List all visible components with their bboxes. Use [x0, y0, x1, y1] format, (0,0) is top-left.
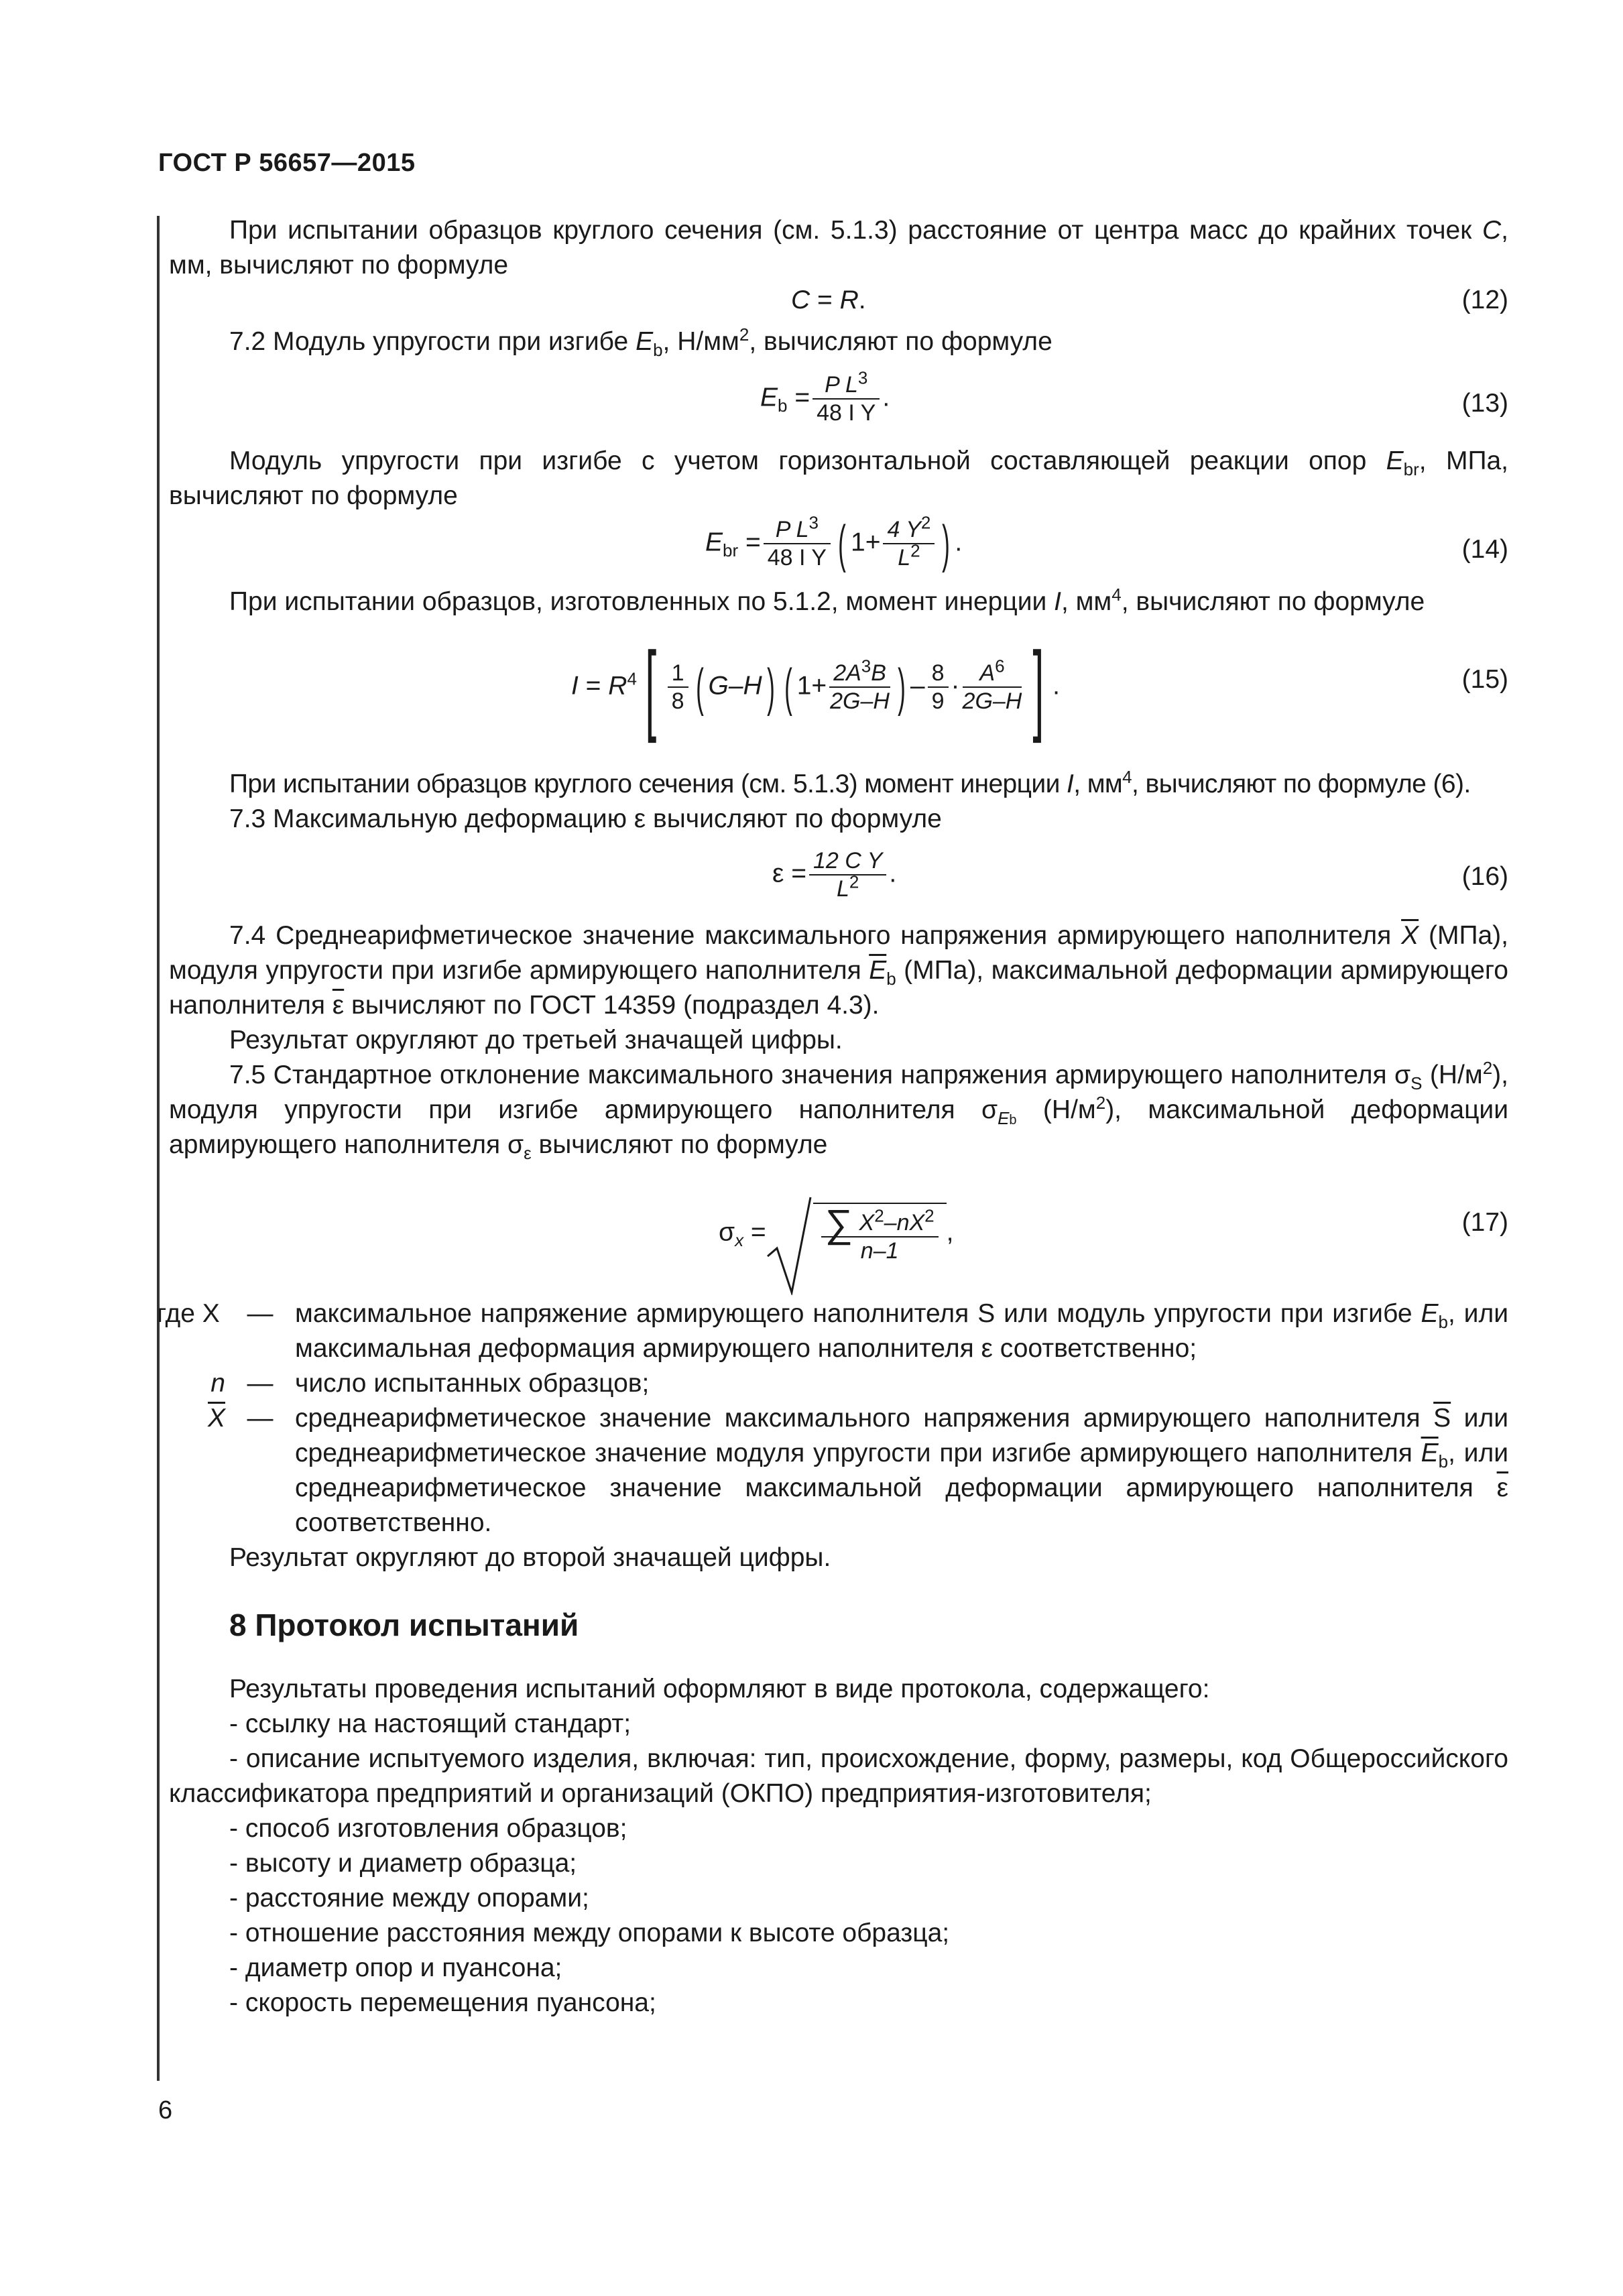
list-item: - ссылку на настоящий стандарт;	[229, 1709, 632, 1738]
paragraph-inertia: При испытании образцов, изготовленных по 5.1.2, момент инерции I, $мм^4$, вычисляют по формуле	[229, 585, 1425, 616]
paragraph-round-second: Результат округляют до второй значащей цифры.	[229, 1543, 831, 1572]
equation-14: $E_{br}$ = $\frac{P L^3}{\text{48 I Y}}$ ( 1+ $\frac{4 Y^2}{L^2}$ ) . (14)	[705, 512, 1508, 573]
paragraph-7-4: 7.4 Среднеарифметическое значение максимального напряжения армирующего наполнителя $\overline{X}$ (МПа), модуля упругости при изгибе армирующего наполнителя $\overline{E}_b$ (МПа), максимальной деформации армирующего наполнителя $\overline{\varepsilon}$ вычисляют по ГОСТ 14359 (подраздел 4.3).	[169, 921, 1508, 1020]
change-bar	[157, 216, 160, 2081]
definitions-list	[157, 1296, 1508, 1540]
definition-row: $\overline{X}$ — среднеарифметическое значение максимального напряжения армирующего наполнителя $\overline{S}$ или среднеарифметическое значение модуля упругости при изгибе армирующего наполнителя $\overline{E}_b$, или среднеарифметическое значение максимальной деформации армирующего наполнителя $\overline{\varepsilon}$ соответственно.	[207, 1404, 1508, 1537]
paragraph-protocol-intro: Результаты проведения испытаний оформляют в виде протокола, содержащего:	[229, 1675, 1210, 1703]
paragraph-round-inertia: При испытании образцов круглого сечения (см. 5.1.3) момент инерции I, $мм^4$, вычисляют по формуле (6).	[229, 767, 1471, 798]
equation-15: $I = R^4$[ $\frac{1}{8}$ ( G–H) ( 1+ $\frac{2A^3B}{2G-H}$ ) – $\frac{8}{9}$ · $\frac{A^6}{2G-H}$ ] . (15)	[571, 631, 1508, 743]
equation-12: C = R. (12)	[169, 283, 1508, 324]
definition-row: где X — максимальное напряжение армирующего наполнителя S или модуль упругости при изгибе $E_b$, или максимальная деформация армирующего наполнителя ε соответственно;	[157, 1299, 1509, 1363]
equation-number: (12)	[1461, 286, 1508, 314]
paragraph-round-third: Результат округляют до третьей значащей цифры.	[229, 1026, 843, 1054]
equation-number: (13)	[1461, 389, 1508, 418]
equation-number: (14)	[1461, 535, 1508, 564]
equation-number: (16)	[1461, 862, 1508, 891]
paragraph-ebr: Модуль упругости при изгибе с учетом горизонтальной составляющей реакции опор $E_{br}$, МПа, вычисляют по формуле	[169, 446, 1508, 510]
square-root: $\frac{\sum X^2-nX^2}{n-1}$	[766, 1203, 947, 1264]
list-item: - высоту и диаметр образца;	[229, 1849, 577, 1878]
paragraph-7-2: 7.2 Модуль упругости при изгибе $E_b$, $Н/мм^2$, вычисляют по формуле	[229, 324, 1053, 360]
equation-number: (17)	[1461, 1208, 1508, 1237]
equation-17: $\sigma_x$ = $\frac{\sum X^2-nX^2}{n-1}$ , (17)	[169, 1162, 1508, 1296]
paragraph-7-3: 7.3 Максимальную деформацию ε вычисляют по формуле	[229, 804, 942, 833]
list-item: - расстояние между опорами;	[229, 1884, 589, 1913]
list-item: - отношение расстояния между опорами к высоте образца;	[229, 1919, 950, 1947]
list-item: - диаметр опор и пуансона;	[229, 1953, 562, 1982]
equation-13: $E_b$ = $\frac{P L^3}{\text{48 I Y}}$ . (13)	[760, 367, 1508, 426]
standard-header: ГОСТ Р 56657—2015	[158, 149, 416, 177]
paragraph-center-distance: При испытании образцов круглого сечения (см. 5.1.3) расстояние от центра масс до крайних точек C, мм, вычисляют по формуле	[169, 216, 1508, 280]
definition-row: n — число испытанных образцов;	[211, 1369, 650, 1398]
list-item: - способ изготовления образцов;	[229, 1814, 627, 1843]
list-item: - скорость перемещения пуансона;	[229, 1988, 656, 2017]
equation-number: (15)	[1461, 665, 1508, 694]
equation-16: ε = $\frac{\text{12 C Y}}{L^2}$ . (16)	[772, 848, 1508, 902]
list-item: - описание испытуемого изделия, включая: тип, происхождение, форму, размеры, код Общероссийского классификатора предприятий и организаций (ОКПО) предприятия-изготовителя;	[169, 1744, 1508, 1808]
page-number: 6	[158, 2096, 173, 2124]
section-8-heading: 8 Протокол испытаний	[229, 1608, 579, 1642]
paragraph-7-5: 7.5 Стандартное отклонение максимального значения напряжения армирующего наполнителя $\sigma_S$ $(Н/м^2)$, модуля упругости при изгибе армирующего наполнителя $\sigma_{Eb}$ $(Н/м^2)$, максимальной деформации армирующего наполнителя $\sigma_\varepsilon$ вычисляют по формуле	[169, 1058, 1508, 1163]
document-body	[157, 213, 1509, 2020]
